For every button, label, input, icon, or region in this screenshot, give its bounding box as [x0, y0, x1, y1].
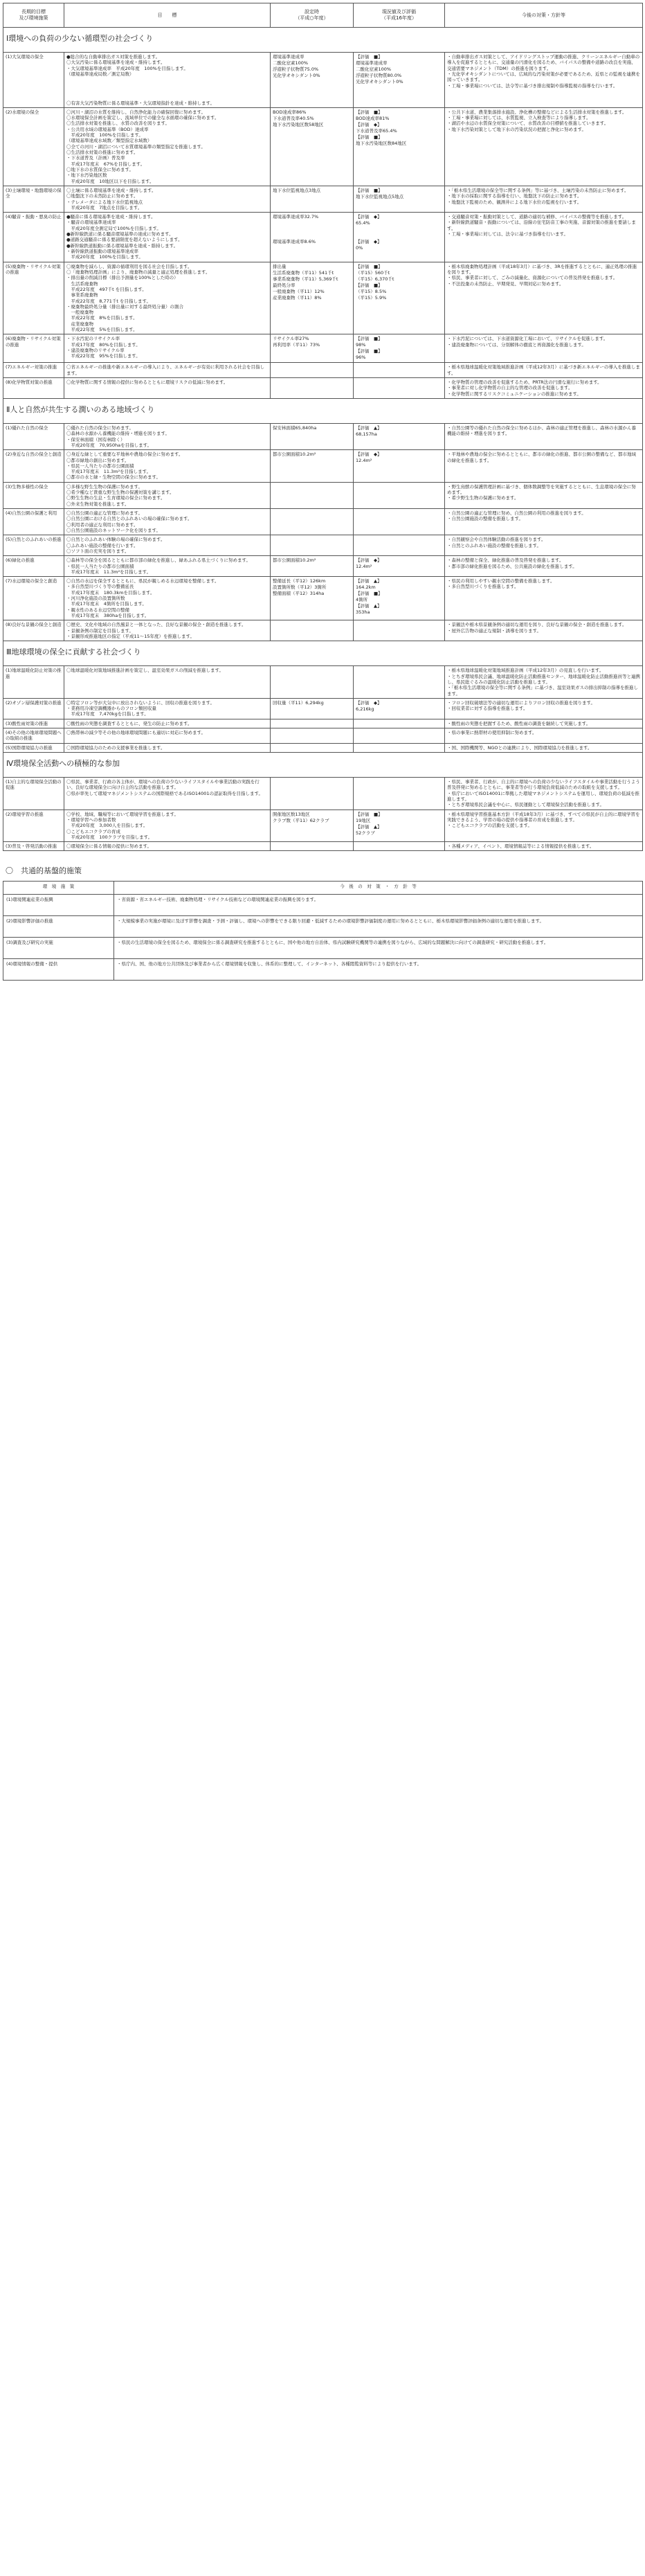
current-value: 4箇所 — [356, 597, 368, 603]
table-row — [3, 450, 643, 483]
baseline-cell — [271, 577, 354, 620]
baseline-cell — [271, 378, 354, 399]
table-row — [3, 620, 643, 641]
baseline-value — [273, 233, 351, 239]
measures-cell: ・県民、事業者、行政が、自主的に環境への負荷の少ないライフスタイルや事業活動を行うよう普及啓発に努めるとともに、事業者等が行う環境負荷低減のための取組を支援します。 ・県庁においてISO14001に準拠した環境マネジメントシステムを運用し、環境負荷の低減を推進します。 ・とちぎ環境県民会議を中心に、県民運動として環境保全活動を推進します。 — [445, 778, 643, 810]
table-row — [3, 482, 643, 508]
goal-cell: 〇自然とのふれあい体験の場の確保に努めます。 〇ふれあい施設の整備を行います。 〇ソフト面の充実を図ります。 — [64, 535, 271, 556]
evaluation-mark: 【評価 ◆】 — [356, 214, 382, 220]
current-cell — [354, 509, 445, 535]
evaluation-mark: 【評価 ▲】 — [356, 823, 382, 830]
measures-cell: ・化学物質の管理の改善を促進するため、PRTR法の円滑な施行に努めます。 ・事業者に対し化学物質の自主的な管理の改善を促進します。 ・化学物質に関するリスクコミュニケーションの推進に努めます。 — [445, 378, 643, 399]
table-row — [3, 107, 643, 186]
baseline-value: 環境基準達成率32.7% — [273, 214, 319, 220]
policy-cell: (3)普及・啓発活動の推進 — [3, 842, 64, 851]
policy-cell: (2)身近な自然の保全と創造 — [3, 450, 64, 483]
current-value: 52クラブ — [356, 830, 375, 836]
measures-cell: ・自然観察会や自然体験活動の推進を図ります。 ・自然とのふれあい施設の整備を推進します。 — [445, 535, 643, 556]
goal-cell: ●騒音に係る環境基準を達成・維持します。 ・騒音の環境基準達成率 平成20年度全測定局で100%を目指します。 ●新幹線鉄道に係る騒音環境基準の達成に努めます。 ●道路交通騒音に係る要請限度を超えないようにします。 ●新幹線鉄道振動に係る環境基準を達成・維持します。 ・新幹線鉄道振動の環境基準達成率 平成20年度 100%を目指します。 — [64, 213, 271, 262]
table-row — [3, 423, 643, 449]
table-header-row — [3, 3, 643, 28]
plan-progress-table — [3, 3, 643, 851]
baseline-value: 排出量 — [273, 263, 287, 269]
policy-cell: (1)地球温暖化防止対策の推進 — [3, 666, 64, 699]
baseline-value: BOD達成率86% — [273, 109, 307, 115]
section-row — [3, 28, 643, 53]
table-row — [3, 556, 643, 577]
current-cell — [354, 719, 445, 728]
goal-cell: 〇優れた自然の保全に努めます。 〇森林の水源かん養機能の維持・増進を図ります。 ・保安林面積（国有林除く） 平成20年度 70,950haを目指します。 — [64, 423, 271, 449]
policy-cell: (5)廃棄物・リサイクル対策の推進 — [3, 262, 64, 334]
current-value: 19地区 — [356, 817, 371, 823]
current-cell — [354, 728, 445, 744]
evaluation-mark: 【評価 ■】 — [356, 187, 383, 193]
baseline-value: 設置箇所数（平12）3箇所 — [273, 584, 327, 591]
measures-cell: ・酸性雨の実態を把握するため、酸性雨の調査を継続して実施します。 — [445, 719, 643, 728]
current-cell — [354, 262, 445, 334]
common-row — [3, 894, 643, 915]
section-title: Ⅱ人と自然が共生する潤いのある地域づくり — [3, 398, 643, 423]
policy-cell: (7)エネルギー対策の推進 — [3, 363, 64, 378]
current-value: 6,216kg — [356, 706, 374, 712]
baseline-value: 保安林面積65,840ha — [273, 424, 317, 431]
baseline-cell — [271, 186, 354, 212]
baseline-cell — [271, 53, 354, 108]
baseline-value: 地下水汚染地区数58地区 — [273, 121, 324, 127]
evaluation-mark: 【評価 ■】 — [356, 109, 383, 115]
current-cell — [354, 666, 445, 699]
measures-cell: ・国、国際機関等、NGOとの連携により、国際環境協力を推進します。 — [445, 743, 643, 752]
baseline-cell — [271, 262, 354, 334]
common-measures: ・県民の生活環境の保全を図るため、環境保全に係る調査研究を推進するとともに、国や他の地方自治体、県内試験研究機関等の連携を図りながら、広域的な問題解決に向けての調査研究・研究活動を推進します。 — [114, 937, 643, 958]
current-cell — [354, 810, 445, 842]
measures-cell: ・自然公園の適正な管理に努め、自然公園の利用の推進を図ります。 ・自然公園施設の整備を推進します。 — [445, 509, 643, 535]
policy-cell: (3)生物多様性の保全 — [3, 482, 64, 508]
current-value: 下水道普及率65.4% — [356, 127, 397, 134]
current-value: 浮遊粒子状物質80.0% — [356, 73, 402, 78]
baseline-value: 産業廃棄物（平11）8% — [273, 294, 322, 301]
measures-cell: ・景観法や栃木県景観条例の適切な運用を図り、良好な景観の保全・創造を推進します。 ・屋外広告物の適正な規制・誘導を図ります。 — [445, 620, 643, 641]
table-row — [3, 535, 643, 556]
policy-cell: (8)良好な景観の保全と創造 — [3, 620, 64, 641]
current-cell — [354, 213, 445, 262]
policy-cell: (4)その他の地球環境問題への取組の推進 — [3, 728, 64, 744]
evaluation-mark: 【評価 ▲】 — [356, 424, 382, 431]
baseline-value: 浮遊粒子状物質75.0% — [273, 66, 319, 72]
baseline-cell — [271, 620, 354, 641]
baseline-value: 二酸化窒素100% — [273, 60, 309, 66]
current-value: 353ha — [356, 609, 370, 616]
baseline-cell — [271, 334, 354, 363]
measures-cell: ・野生鳥獣の保護管理計画に基づき、個体数調整等を実施するとともに、生息環境の保全に努めます。 ・希少野生生物の保護に努めます。 — [445, 482, 643, 508]
table-row — [3, 743, 643, 752]
baseline-cell — [271, 556, 354, 577]
current-cell — [354, 577, 445, 620]
evaluation-mark: 【評価 ■】 — [356, 54, 383, 60]
section-row — [3, 641, 643, 666]
evaluation-mark: 【評価 ◆】 — [356, 699, 382, 706]
current-cell — [354, 334, 445, 363]
common-row — [3, 937, 643, 958]
goal-cell: 〇環境保全に係る情報の提供に努めます。 — [64, 842, 271, 851]
current-value: 地下水汚染地区数84地区 — [356, 140, 407, 146]
current-value: 98% — [356, 342, 366, 348]
baseline-cell — [271, 810, 354, 842]
current-cell — [354, 363, 445, 378]
goal-cell: 〇身近な緑として重要な平地林や農地の保全に努めます。 〇都市緑地の創出に努めます。 ・県民一人当たりの都市公園面積 平成17年度末 11.3m²を目指します。 〇都市の水と緑・生物空間の保全に努めます。 — [64, 450, 271, 483]
common-header-row — [3, 881, 643, 894]
current-cell — [354, 482, 445, 508]
table-row — [3, 728, 643, 744]
policy-cell: (2)環境学習の推進 — [3, 810, 64, 842]
baseline-value: リサイクル率27% — [273, 336, 309, 342]
common-measures: ・大規模事業の実施が環境に及ぼす影響を調査・予測・評価し、環境への影響をできる限り回避・低減するための環境影響評価制度の運用に努めるとともに、栃木県環境影響評価条例の適切な運用を推進します。 — [114, 915, 643, 937]
measures-cell: ・栃木県地球温暖化対策地域推進計画（平成12年3月）に基づき新エネルギーの導入を推進します。 — [445, 363, 643, 378]
measures-cell: ・交通騒音対策・振動対策として、道路の適切な補修、バイパスの整備等を推進します。 ・新幹線鉄道騒音・振動については、沿線の住宅防音工事の実施、音源対策の推進を要請します。 ・工場・事業場に対しては、法令に基づき指導を行います。 — [445, 213, 643, 262]
measures-cell: ・県の事業に熱帯材の使用抑制に努めます。 — [445, 728, 643, 744]
current-cell — [354, 186, 445, 212]
environment-plan-page — [3, 3, 642, 981]
measures-cell: ・自動車排出ガス対策として、アイドリングストップ運動の推進、クリーンエネルギー自動車の導入を促進するとともに、交通量の円滑化を図るため、バイパスの整備や道路の改良を実施、交通需要マネジメント（TDM）の推進を図ります。 ・光化学オキシダントについては、広域的な汚染対策が必要であるため、近県との監視を連携を図っていきます。 ・工場・事業場については、法令等に基づき排出規制や指導監視の指導を行います。 — [445, 53, 643, 108]
table-row — [3, 698, 643, 719]
evaluation-mark: 【評価 ▲】 — [356, 603, 382, 609]
common-policies-title: 〇 共通的基盤的施策 — [6, 866, 82, 876]
evaluation-mark: 【評価 ▲】 — [356, 578, 382, 584]
measures-cell: ・森林の整備と保全、緑化推進の普及啓発を推進します。 ・都市部の緑化推進を図るため、公共施設の緑化を推進します。 — [445, 556, 643, 577]
table-row — [3, 509, 643, 535]
current-cell — [354, 53, 445, 108]
table-row — [3, 186, 643, 212]
current-value: 68,157ha — [356, 431, 377, 437]
evaluation-mark: 【評価 ■】 — [356, 134, 383, 140]
policy-cell: (1)優れた自然の保全 — [3, 423, 64, 449]
goal-cell: 〇国際環境協力のための支援事業を推進します。 — [64, 743, 271, 752]
policy-cell: (6)廃棄物・リサイクル対策の推進 — [3, 334, 64, 363]
current-cell — [354, 423, 445, 449]
goal-cell: 〇森林等の保全を図るとともに都市部の緑化を推進し、緑あふれる県土づくりに努めます。 ・県民一人当たりの都市公園面積 平成17年度末 11.3m²を目指します。 — [64, 556, 271, 577]
goal-cell: 〇酸性雨の実態を調査するとともに、発生の防止に努めます。 — [64, 719, 271, 728]
section-row — [3, 753, 643, 778]
goal-cell: 〇自然の水辺を保全するとともに、県民が親しめる水辺環境を整備します。 ・多自然型川づくり等の整備延長 平成17年度末 180.3kmを目指します。 ・河川浄化施設の設置箇所数 平成17年度末 4箇所を目指します。 ・親水性のある水辺空間の整備 平成17年度末 380haを目指します。 — [64, 577, 271, 620]
current-value: 0% — [356, 245, 363, 251]
current-cell — [354, 535, 445, 556]
measures-cell: ・自然公園等の優れた自然の保全に努めるほか、森林の適正管理を推進し、森林の水源かん養機能の維持・増進を図ります。 — [445, 423, 643, 449]
current-value: （平15）8.5% — [356, 288, 387, 294]
goal-cell: 〇学校、地域、職場等において環境学習を推進します。 ・環境学習への参加者数 平成20年度 3,000人を目指します。 〇こどもエコクラブの育成 平成20年度 100クラブを目指します。 — [64, 810, 271, 842]
table-row — [3, 719, 643, 728]
policy-cell: (8)化学物質対策の推進 — [3, 378, 64, 399]
table-row — [3, 778, 643, 810]
measures-cell: ・栃木県廃棄物処理計画（平成18年3月）に基づき、3Rを推進するとともに、適正処理の推進を図ります。 ・県民、事業者に対して、ごみの減量化、資源化についての普及啓発を推進します。 ・不法投棄の未然防止、早期発見、早期対応に努めます。 — [445, 262, 643, 334]
goal-cell: ・下水汚泥のリサイクル率 平成17年度 80%を目指します。 ・建設廃棄物のリサイクル率 平成22年度 95%を目指します。 — [64, 334, 271, 363]
baseline-value: 環境基準達成率 — [273, 54, 305, 60]
measures-cell: ・公共下水道、農業集落排水施設、浄化槽の整備などによる生活排水対策を推進します。 ・工場・事業場に対しては、水質監視、立入検査等により指導します。 ・湖沼や水辺の水質保全対策について、水質改善の目標値を推進していきます。 ・地下水汚染対策として地下水の汚染状況の把握と浄化に努めます。 — [445, 107, 643, 186]
current-value: 光化学オキシダント0% — [356, 79, 403, 84]
goal-cell: 〇多様な野生生物の保護に努めます。 〇希少種など貴重な野生生物の保護対策を講じます。 〇野生生物の生息・生育環境の保全に努めます。 〇外来生物対策を推進します。 — [64, 482, 271, 508]
goal-cell: 〇省エネルギーの推進や新エネルギーの導入により、エネルギーが有効に利用される社会を目指します。 — [64, 363, 271, 378]
measures-cell: ・平地林や農地の保全に努めるとともに、都市の緑化の推進、都市公園の整備など、都市地域の緑化を推進します。 — [445, 450, 643, 483]
current-cell — [354, 450, 445, 483]
current-value: 65.4% — [356, 220, 370, 226]
current-value: 96% — [356, 355, 366, 361]
baseline-cell — [271, 213, 354, 262]
measures-cell: ・フロン回収破壊法等の適切な運用によりフロン回収の推進を図ります。 ・回収業者に対する指導を推進します。 — [445, 698, 643, 719]
measures-cell: ・栃木県環境学習推進基本方針（平成18年3月）に基づき、すべての県民が自主的に環境学習を実践できるよう、学習の場の提供や指導者の育成を推進します。 ・こどもエコクラブの活動を支援します。 — [445, 810, 643, 842]
common-row — [3, 958, 643, 980]
header-current — [354, 3, 445, 28]
policy-cell: (2)オゾン層保護対策の推進 — [3, 698, 64, 719]
policy-cell: (2)水環境の保全 — [3, 107, 64, 186]
policy-cell: (1)自主的な環境保全活動の促進 — [3, 778, 64, 810]
policy-cell: (4)騒音・振動・悪臭の防止 — [3, 213, 64, 262]
table-row — [3, 213, 643, 262]
goal-cell: 〇化学物質に関する情報の提供に努めるとともに環境リスクの低減に努めます。 — [64, 378, 271, 399]
evaluation-mark: 【評価 ■】 — [356, 282, 383, 288]
baseline-cell — [271, 719, 354, 728]
baseline-cell — [271, 698, 354, 719]
baseline-value: 下水道普及率40.5% — [273, 115, 314, 121]
common-policy: (3)調査及び研究の実施 — [3, 937, 114, 958]
baseline-cell — [271, 842, 354, 851]
evaluation-mark: 【評価 ■】 — [356, 336, 383, 342]
baseline-value: 再利用率（平11）73% — [273, 342, 320, 348]
evaluation-mark: 【評価 ◆】 — [356, 121, 382, 127]
baseline-value: 一般廃棄物（平11）12% — [273, 288, 325, 294]
baseline-cell — [271, 728, 354, 744]
goal-cell: 〇県民、事業者、行政の各主体が、環境への負荷の少ないライフスタイルや事業活動の実践を行い、良好な環境保全に向け自主的な活動を推進します。 〇県が率先して環境マネジメントシステムの国際規格であるISO14001の認証取得を目指します。 — [64, 778, 271, 810]
table-row — [3, 577, 643, 620]
baseline-value: 回収量（平11）6,294kg — [273, 699, 324, 706]
baseline-cell — [271, 423, 354, 449]
goal-cell: 〇地球温暖化対策地域推進計画を策定し、温室効果ガスの削減を推進します。 — [64, 666, 271, 699]
current-value: BOD達成率81% — [356, 115, 390, 121]
header-measures-label: 今後の対策・方針等 — [522, 12, 565, 18]
baseline-cell — [271, 666, 354, 699]
goal-cell: 〇廃棄物を減らし、資源の循環利用を図る社会を目指します。 〇「廃棄物処理計画」により、廃棄物の減量と適正処理を推進します。 ・排出量の削減目標（排出予測量を100%とした時の） 生活系廃棄物 平成22年度 497千t を目指します。 事業系廃棄物 平成22年度 8,771千t を目指します。 ・廃棄物最終処分量（排出量に対する最終処分量）の割合 一般廃棄物 平成22年度 8%を目指します。 産業廃棄物 平成22年度 5%を目指します。 — [64, 262, 271, 334]
baseline-cell — [271, 509, 354, 535]
table-row — [3, 363, 643, 378]
common-policy: (2)環境影響評価の推進 — [3, 915, 114, 937]
current-cell — [354, 698, 445, 719]
baseline-value — [273, 226, 351, 233]
table-row — [3, 810, 643, 842]
section-title: Ⅳ環境保全活動への積極的な参加 — [3, 753, 643, 778]
table-row — [3, 842, 643, 851]
current-cell — [354, 778, 445, 810]
measures-cell: ・下水汚泥については、下水道資源化工場において、リサイクルを促進します。 ・建設廃棄物については、分別解体の徹底と再資源化を推進します。 — [445, 334, 643, 363]
baseline-cell — [271, 535, 354, 556]
baseline-value: 事業系廃棄物（平11）5,369千t — [273, 276, 338, 282]
goal-cell: 〇土壌に係る環境基準を達成・維持します。 〇地盤沈下の未然防止に努めます。 ・テレメータによる地下水位監視地点 平成20年度 7地点を目指します。 — [64, 186, 271, 212]
table-row — [3, 262, 643, 334]
goal-cell: 〇熱帯林の減少等その他の地球環境問題にも適切に対応に努めます。 — [64, 728, 271, 744]
current-value: 164.2km — [356, 584, 376, 591]
policy-cell: (7)水辺環境の保全と創造 — [3, 577, 64, 620]
current-cell — [354, 620, 445, 641]
current-value: 地下水位監視地点5地点 — [356, 193, 404, 199]
table-row — [3, 53, 643, 108]
evaluation-mark: 【評価 ◆】 — [356, 557, 382, 564]
policy-cell: (4)自然公園の保護と利用 — [3, 509, 64, 535]
section-title: Ⅰ環境への負荷の少ない循環型の社会づくり — [3, 28, 643, 53]
baseline-cell — [271, 363, 354, 378]
goal-cell: 〇歴史、文化や地域の自然風景と一体となった、良好な景観の保全・創造を推進します。 ・景観条例の制定を目指します。 ・景観形成推進地区の指定（平成11～15年度）を推進します。 — [64, 620, 271, 641]
current-value: （平15）6,370千t — [356, 276, 394, 282]
common-policy: (4)環境情報の整備・提供 — [3, 958, 114, 980]
evaluation-mark: 【評価 ◆】 — [356, 451, 382, 458]
baseline-value: 最終処分率 — [273, 282, 296, 288]
table-row — [3, 666, 643, 699]
current-value: 12.4m² — [356, 458, 372, 464]
current-value: 環境基準達成率 — [356, 60, 388, 66]
baseline-value: 整備延長（平12）126km — [273, 578, 326, 584]
goal-cell: 〇河川・湖沼の水質を維持し、自然浄化能力の確保回復に努めます。 〇水環境保全計画を策定し、流域単位での健全な水循環の確保に努めます。 〇生活排水対策を推進し、水質の改善を図ります。 ・公共用水域の環境基準（BOD）達成率 平成20年度 100%を目指します。 （環境基準達成水域数／類型指定水域数） 〇全ての河川・湖沼について水質環境基準の類型指定を推進します。 〇生活排水対策の推進に努めます。 ・下水道普及（計画）普及率 平成17年度末 67%を目指します。 〇地下水の水質保全に努めます。 ・地下水汚染地区数 平成20年度 10地区以下を目指します。 — [64, 107, 271, 186]
current-cell — [354, 556, 445, 577]
header-policy-label: 長期的目標 及び環境施策 — [19, 9, 48, 21]
baseline-value: 環境基準達成率8.6% — [273, 239, 316, 245]
baseline-cell — [271, 778, 354, 810]
measures-cell: ・各種メディア、イベント、環境情報誌等による情報提供を推進します。 — [445, 842, 643, 851]
current-cell — [354, 743, 445, 752]
baseline-cell — [271, 450, 354, 483]
goal-cell: 〇特定フロン等が大気中に放出されないように、回収の推進を図ります。 ・業務用冷凍空調機器からのフロン類回収量 平成17年度 7,470kgを目指します。 — [64, 698, 271, 719]
baseline-cell — [271, 107, 354, 186]
baseline-value — [273, 220, 351, 226]
current-value: （平15）560千t — [356, 269, 390, 276]
baseline-cell — [271, 743, 354, 752]
evaluation-mark: 【評価 ■】 — [356, 591, 383, 597]
evaluation-mark: 【評価 ■】 — [356, 348, 383, 355]
common-policy: (1)環境関連産業の振興 — [3, 894, 114, 915]
policy-cell: (6)緑化の推進 — [3, 556, 64, 577]
section-title: Ⅲ地球環境の保全に貢献する社会づくり — [3, 641, 643, 666]
goal-cell: ●総合的な自動車排出ガス対策を推進します。 〇大気汚染に係る環境基準を達成・維持します。 ・大気環境基準達成率 平成20年度 100%を目指します。 （環境基準達成局数／測定局数） 〇有害大気汚染物質に係る環境基準・大気環境指針を達成・維持します。 — [64, 53, 271, 108]
header-goal-label: 目 標 — [157, 12, 177, 18]
evaluation-mark: 【評価 ■】 — [356, 263, 383, 269]
current-value — [356, 226, 442, 233]
current-cell — [354, 842, 445, 851]
evaluation-mark: 【評価 ■】 — [356, 811, 383, 817]
goal-cell: 〇自然公園の適正な管理に努めます。 〇自然公園における自然とのふれあいの場の確保に努めます。 〇利用者の適正な利用に努めます。 〇自然公園施設のネットワーク化を図ります。 — [64, 509, 271, 535]
baseline-cell — [271, 482, 354, 508]
policy-cell: (3)酸性雨対策の推進 — [3, 719, 64, 728]
current-value: 12.4m² — [356, 564, 372, 570]
common-measures: ・県庁内、国、他の地方公共団体及び事業者から広く環境情報を収集し、体系的に整理して、インターネット、各種閲覧資料等により提供を行います。 — [114, 958, 643, 980]
current-cell — [354, 107, 445, 186]
baseline-value: 整備面積（平12）314ha — [273, 591, 325, 597]
evaluation-mark: 【評価 ◆】 — [356, 239, 382, 245]
header-goal — [64, 3, 271, 28]
baseline-value: クラブ数（平11）62クラブ — [273, 817, 329, 823]
table-row — [3, 334, 643, 363]
measures-cell: ・栃木県地球温暖化対策地域推進計画（平成12年3月）の見直しを行います。 ・とちぎ環境県民会議、地球温暖化防止活動推進センター、地球温暖化防止活動推進員等と連携し、県民総ぐるみの温暖化防止活動を推進します。 ・「栃木県生活環境の保全等に関する条例」に基づき、温室効果ガスの排出抑制の指導を推進します。 — [445, 666, 643, 699]
current-value: （平15）5.9% — [356, 294, 387, 301]
header-current-label: 現況値及び評価 （平成16年度） — [381, 9, 417, 21]
common-row — [3, 915, 643, 937]
current-cell — [354, 378, 445, 399]
baseline-value: 光化学オキシダント0% — [273, 73, 320, 78]
common-policies-table — [3, 881, 643, 981]
table-row — [3, 378, 643, 399]
header-measures — [445, 3, 643, 28]
policy-cell: (5)国際環境協力の推進 — [3, 743, 64, 752]
policy-cell: (1)大気環境の保全 — [3, 53, 64, 108]
current-value: 二酸化窒素100% — [356, 66, 392, 72]
measures-cell: ・県民の利用しやすい親水空間の整備を推進します。 ・多自然型川づくりを推進します。 — [445, 577, 643, 620]
header-baseline — [271, 3, 354, 28]
measures-cell: ・「栃木県生活環境の保全等に関する条例」等に基づき、土壌汚染の未然防止に努めます。 ・地下水の採取に関する指導を行い、地盤沈下の防止に努めます。 ・地盤沈下監視のため、観測井による地下水位の監視を行います。 — [445, 186, 643, 212]
common-header-measures: 今 後 の 対 策 ・ 方 針 等 — [114, 881, 643, 894]
baseline-value: 地下水位監視地点3地点 — [273, 187, 321, 193]
common-header-policy: 環 境 施 策 — [3, 881, 114, 894]
header-policy — [3, 3, 64, 28]
section-row — [3, 398, 643, 423]
baseline-value: 開催地区数13地区 — [273, 811, 310, 817]
common-measures: ・省資源・省エネルギー技術、廃棄物処理・リサイクル技術などの環境関連産業の振興を図ります。 — [114, 894, 643, 915]
policy-cell: (5)自然とのふれあいの推進 — [3, 535, 64, 556]
baseline-value: 生活系廃棄物（平11）541千t — [273, 269, 334, 276]
baseline-value: 都市公園面積10.2m² — [273, 557, 316, 564]
baseline-value: 都市公園面積10.2m² — [273, 451, 316, 458]
header-baseline-label: 設定時 （平成○年度） — [295, 9, 329, 21]
policy-cell: (3)土壌環境・地盤環境の保全 — [3, 186, 64, 212]
current-value — [356, 233, 442, 239]
